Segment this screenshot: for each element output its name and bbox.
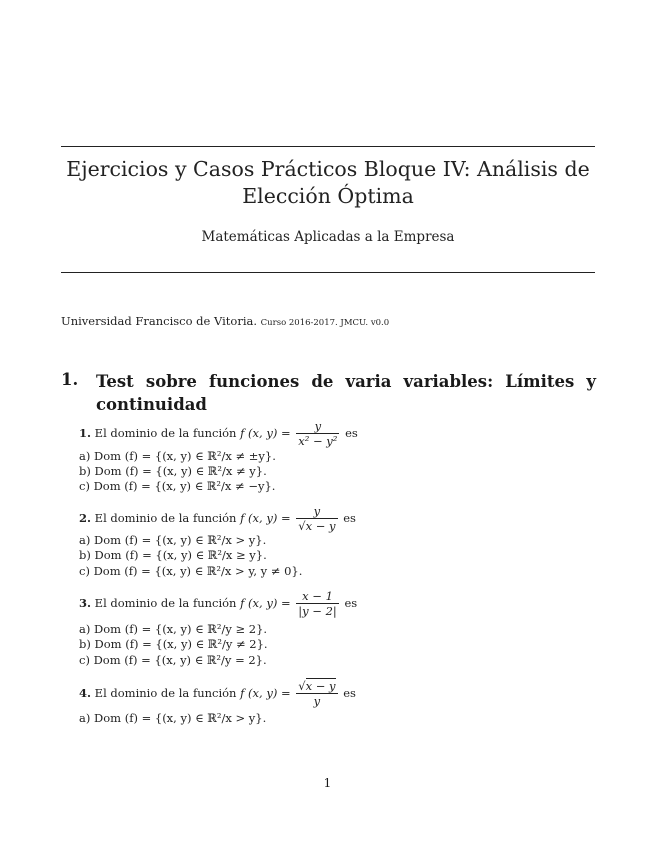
- function-fraction: [296, 505, 337, 533]
- fraction-denominator: y: [296, 693, 337, 708]
- fraction-denominator: x² − y²: [298, 434, 338, 448]
- page-number: 1: [323, 776, 332, 790]
- function-label: f (x, y) =: [240, 686, 291, 700]
- question-suffix: es: [343, 686, 356, 700]
- fraction-numerator: √x − y: [298, 679, 336, 693]
- question-4: [79, 680, 356, 708]
- option-2a[interactable]: a) Dom (f) = {(x, y) ∈ ℝ²/x > y}.: [79, 533, 267, 547]
- affiliation: [61, 314, 389, 328]
- function-label: f (x, y) =: [240, 511, 291, 525]
- sqrt-radicand: x − y: [305, 679, 336, 693]
- question-suffix: es: [345, 426, 358, 440]
- title-line-2: Elección Óptima: [242, 184, 414, 208]
- question-text: El dominio de la función: [94, 686, 237, 700]
- question-suffix: es: [343, 511, 356, 525]
- document-title: [61, 156, 595, 210]
- question-2: [79, 505, 356, 533]
- option-1a[interactable]: a) Dom (f) = {(x, y) ∈ ℝ²/x ≠ ±y}.: [79, 449, 276, 463]
- section-title: Test sobre funciones de varia variables: Límites y continuidad: [96, 372, 596, 414]
- question-3: [79, 590, 357, 618]
- fraction-numerator: y: [313, 504, 321, 518]
- function-label: f (x, y) =: [240, 426, 291, 440]
- option-2c[interactable]: c) Dom (f) = {(x, y) ∈ ℝ²/x > y, y ≠ 0}.: [79, 564, 303, 578]
- option-1b[interactable]: b) Dom (f) = {(x, y) ∈ ℝ²/x ≠ y}.: [79, 464, 267, 478]
- fraction-numerator: y: [314, 419, 322, 433]
- question-suffix: es: [344, 596, 358, 610]
- question-number: 1.: [79, 426, 92, 440]
- question-number: 2.: [79, 511, 92, 525]
- function-label: f (x, y) =: [240, 596, 291, 610]
- function-fraction: [296, 680, 337, 708]
- option-2b[interactable]: b) Dom (f) = {(x, y) ∈ ℝ²/x ≥ y}.: [79, 548, 267, 562]
- option-4a[interactable]: a) Dom (f) = {(x, y) ∈ ℝ²/x > y}.: [79, 711, 267, 725]
- option-1c[interactable]: c) Dom (f) = {(x, y) ∈ ℝ²/x ≠ −y}.: [79, 479, 276, 493]
- option-3a[interactable]: a) Dom (f) = {(x, y) ∈ ℝ²/y ≥ 2}.: [79, 622, 268, 636]
- sqrt-radicand: x − y: [305, 519, 336, 533]
- function-fraction: [296, 590, 339, 618]
- question-text: El dominio de la función: [94, 426, 237, 440]
- question-number: 4.: [79, 686, 92, 700]
- function-fraction: [296, 420, 339, 448]
- affiliation-course: Curso 2016-2017. JMCU. v0.0: [260, 318, 390, 328]
- question-number: 3.: [79, 596, 92, 610]
- affiliation-main: Universidad Francisco de Vitoria.: [61, 314, 258, 328]
- title-line-1: Ejercicios y Casos Prácticos Bloque IV: Análisis de: [66, 157, 590, 181]
- option-3b[interactable]: b) Dom (f) = {(x, y) ∈ ℝ²/y ≠ 2}.: [79, 637, 268, 651]
- option-3c[interactable]: c) Dom (f) = {(x, y) ∈ ℝ²/y = 2}.: [79, 653, 267, 667]
- question-1: [79, 420, 358, 448]
- section-number: 1.: [61, 370, 79, 389]
- top-rule: [61, 146, 595, 147]
- fraction-numerator: x − 1: [302, 589, 333, 603]
- fraction-denominator: |y − 2|: [298, 604, 337, 618]
- bottom-rule: [61, 272, 595, 273]
- fraction-denominator: √x − y: [298, 519, 336, 533]
- question-text: El dominio de la función: [94, 511, 237, 525]
- question-text: El dominio de la función: [94, 596, 237, 610]
- document-subtitle: Matemáticas Aplicadas a la Empresa: [201, 229, 455, 245]
